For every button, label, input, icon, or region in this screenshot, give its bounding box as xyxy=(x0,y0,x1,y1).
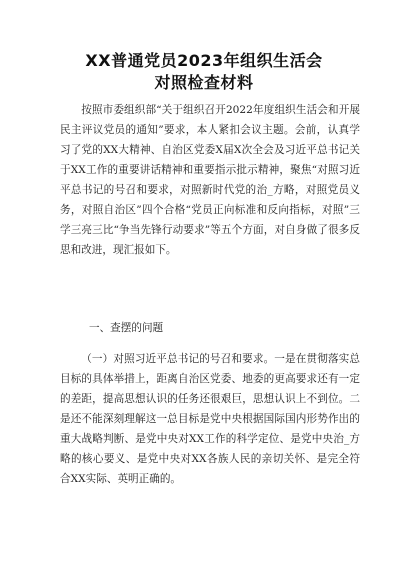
intro-paragraph: 按照市委组织部“关于组织召开2022年度组织生活会和开展民主评议党员的通知”要求，本人紧扣会议主题。会前，认真学习了党的XX大精神、自治区党委X届X次全会及习近平总书记关于XX工作的重要讲话精神和重要指示批示精神，聚焦“对照习近平总书记的号召和要求，对照新时代党的治_方略，对照党员义务，对照自治区”四个合格“党员正向标准和反向指标，对照”三学三亮三比“争当先锋行动要求”等五个方面，对自身做了很多反思和改进，现汇报如下。 xyxy=(60,104,360,256)
section-heading: 一、查摆的问题 xyxy=(89,322,164,334)
section-paragraph: （一）对照习近平总书记的号召和要求。一是在贯彻落实总目标的具体举措上，距离自治区党委、地委的更高要求还有一定的差距，提高思想认识的任务还很艰巨，思想认识上不到位。二是还不能深刻理解这一总目标是党中央根据国际国内形势作出的重大战略判断、是党中央对XX工作的科学定位、是党中央治_方略的核心要义、是党中央对XX各族人民的亲切关怀、是完全符合XX实际、英明正确的。 xyxy=(60,353,360,485)
document-title-line-1: XX普通党员2023年组织生活会 xyxy=(85,51,323,70)
document-title-line-2: 对照检查材料 xyxy=(154,73,254,92)
